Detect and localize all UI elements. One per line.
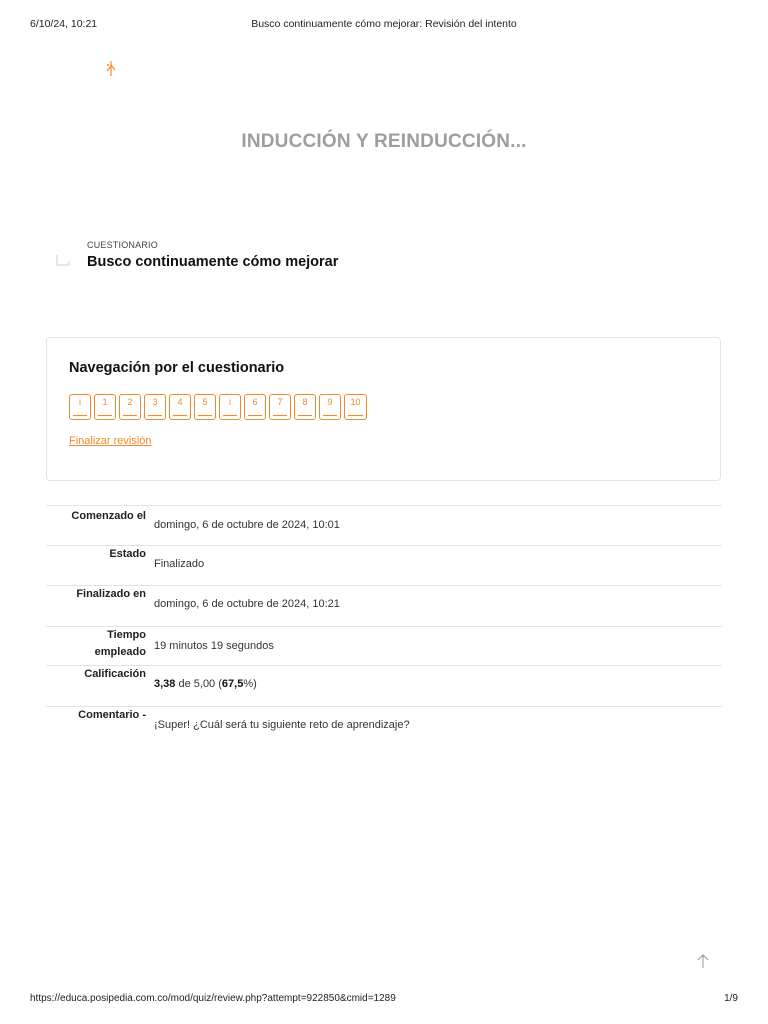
print-footer (30, 993, 738, 1007)
print-header (30, 18, 738, 34)
summary-label-started: Comenzado el (71, 510, 146, 522)
summary-value-time-taken: 19 minutos 19 segundos (154, 640, 274, 652)
grade-score: 3,38 (154, 678, 176, 690)
grade-percent: 67,5 (221, 678, 244, 690)
quiz-navigation-title: Navegación por el cuestionario (69, 360, 285, 376)
question-button-4[interactable]: 4 (169, 394, 191, 420)
quiz-icon (56, 253, 70, 265)
print-url: https://educa.posipedia.com.co/mod/quiz/review.php?attempt=922850&cmid=1289 (30, 993, 396, 1004)
question-button-6[interactable]: 6 (244, 394, 266, 420)
question-button-2[interactable]: 2 (119, 394, 141, 420)
quiz-navigation-panel (46, 337, 721, 481)
summary-label-state: Estado (109, 548, 146, 560)
print-page-title: Busco continuamente cómo mejorar: Revisión del intento (251, 18, 517, 30)
summary-label-time-line1: Tiempo (107, 629, 146, 641)
summary-value-started: domingo, 6 de octubre de 2024, 10:01 (154, 519, 340, 531)
summary-row-state (46, 545, 722, 585)
question-button-8[interactable]: 8 (294, 394, 316, 420)
summary-label-time-taken (46, 627, 146, 661)
question-button-3[interactable]: 3 (144, 394, 166, 420)
print-date: 6/10/24, 10:21 (30, 18, 98, 30)
question-button-list (69, 394, 367, 420)
question-button-1[interactable]: 1 (94, 394, 116, 420)
summary-label-completed: Finalizado en (76, 588, 146, 600)
grade-of-text: de 5,00 ( (175, 678, 222, 690)
summary-value-state: Finalizado (154, 558, 205, 570)
question-button-info-2[interactable]: i (219, 394, 241, 420)
summary-label-grade: Calificación (84, 668, 146, 680)
question-button-info[interactable]: i (69, 394, 91, 420)
question-button-7[interactable]: 7 (269, 394, 291, 420)
summary-row-grade (46, 665, 722, 706)
quiz-name: Busco continuamente cómo mejorar (87, 254, 339, 270)
question-button-9[interactable]: 9 (319, 394, 341, 420)
brand-logo-icon[interactable] (104, 60, 118, 78)
finish-review-link[interactable]: Finalizar revisión (69, 435, 152, 447)
summary-row-feedback (46, 706, 722, 746)
grade-percent-suffix: %) (243, 678, 257, 690)
summary-value-completed: domingo, 6 de octubre de 2024, 10:21 (154, 598, 340, 610)
question-button-5[interactable]: 5 (194, 394, 216, 420)
summary-label-feedback: Comentario - (78, 709, 146, 721)
arrow-up-icon[interactable] (696, 953, 710, 969)
summary-row-started (46, 505, 722, 545)
summary-row-completed (46, 585, 722, 626)
course-title[interactable]: INDUCCIÓN Y REINDUCCIÓN... (241, 131, 527, 152)
summary-value-feedback: ¡Super! ¿Cuál será tu siguiente reto de aprendizaje? (154, 719, 410, 731)
summary-value-grade (154, 678, 257, 690)
summary-row-time-taken (46, 626, 722, 665)
summary-label-time-line2: empleado (94, 646, 146, 658)
print-page-number: 1/9 (724, 993, 738, 1004)
attempt-summary-table (46, 505, 722, 746)
question-button-10[interactable]: 10 (344, 394, 367, 420)
activity-type-label: CUESTIONARIO (87, 240, 158, 250)
